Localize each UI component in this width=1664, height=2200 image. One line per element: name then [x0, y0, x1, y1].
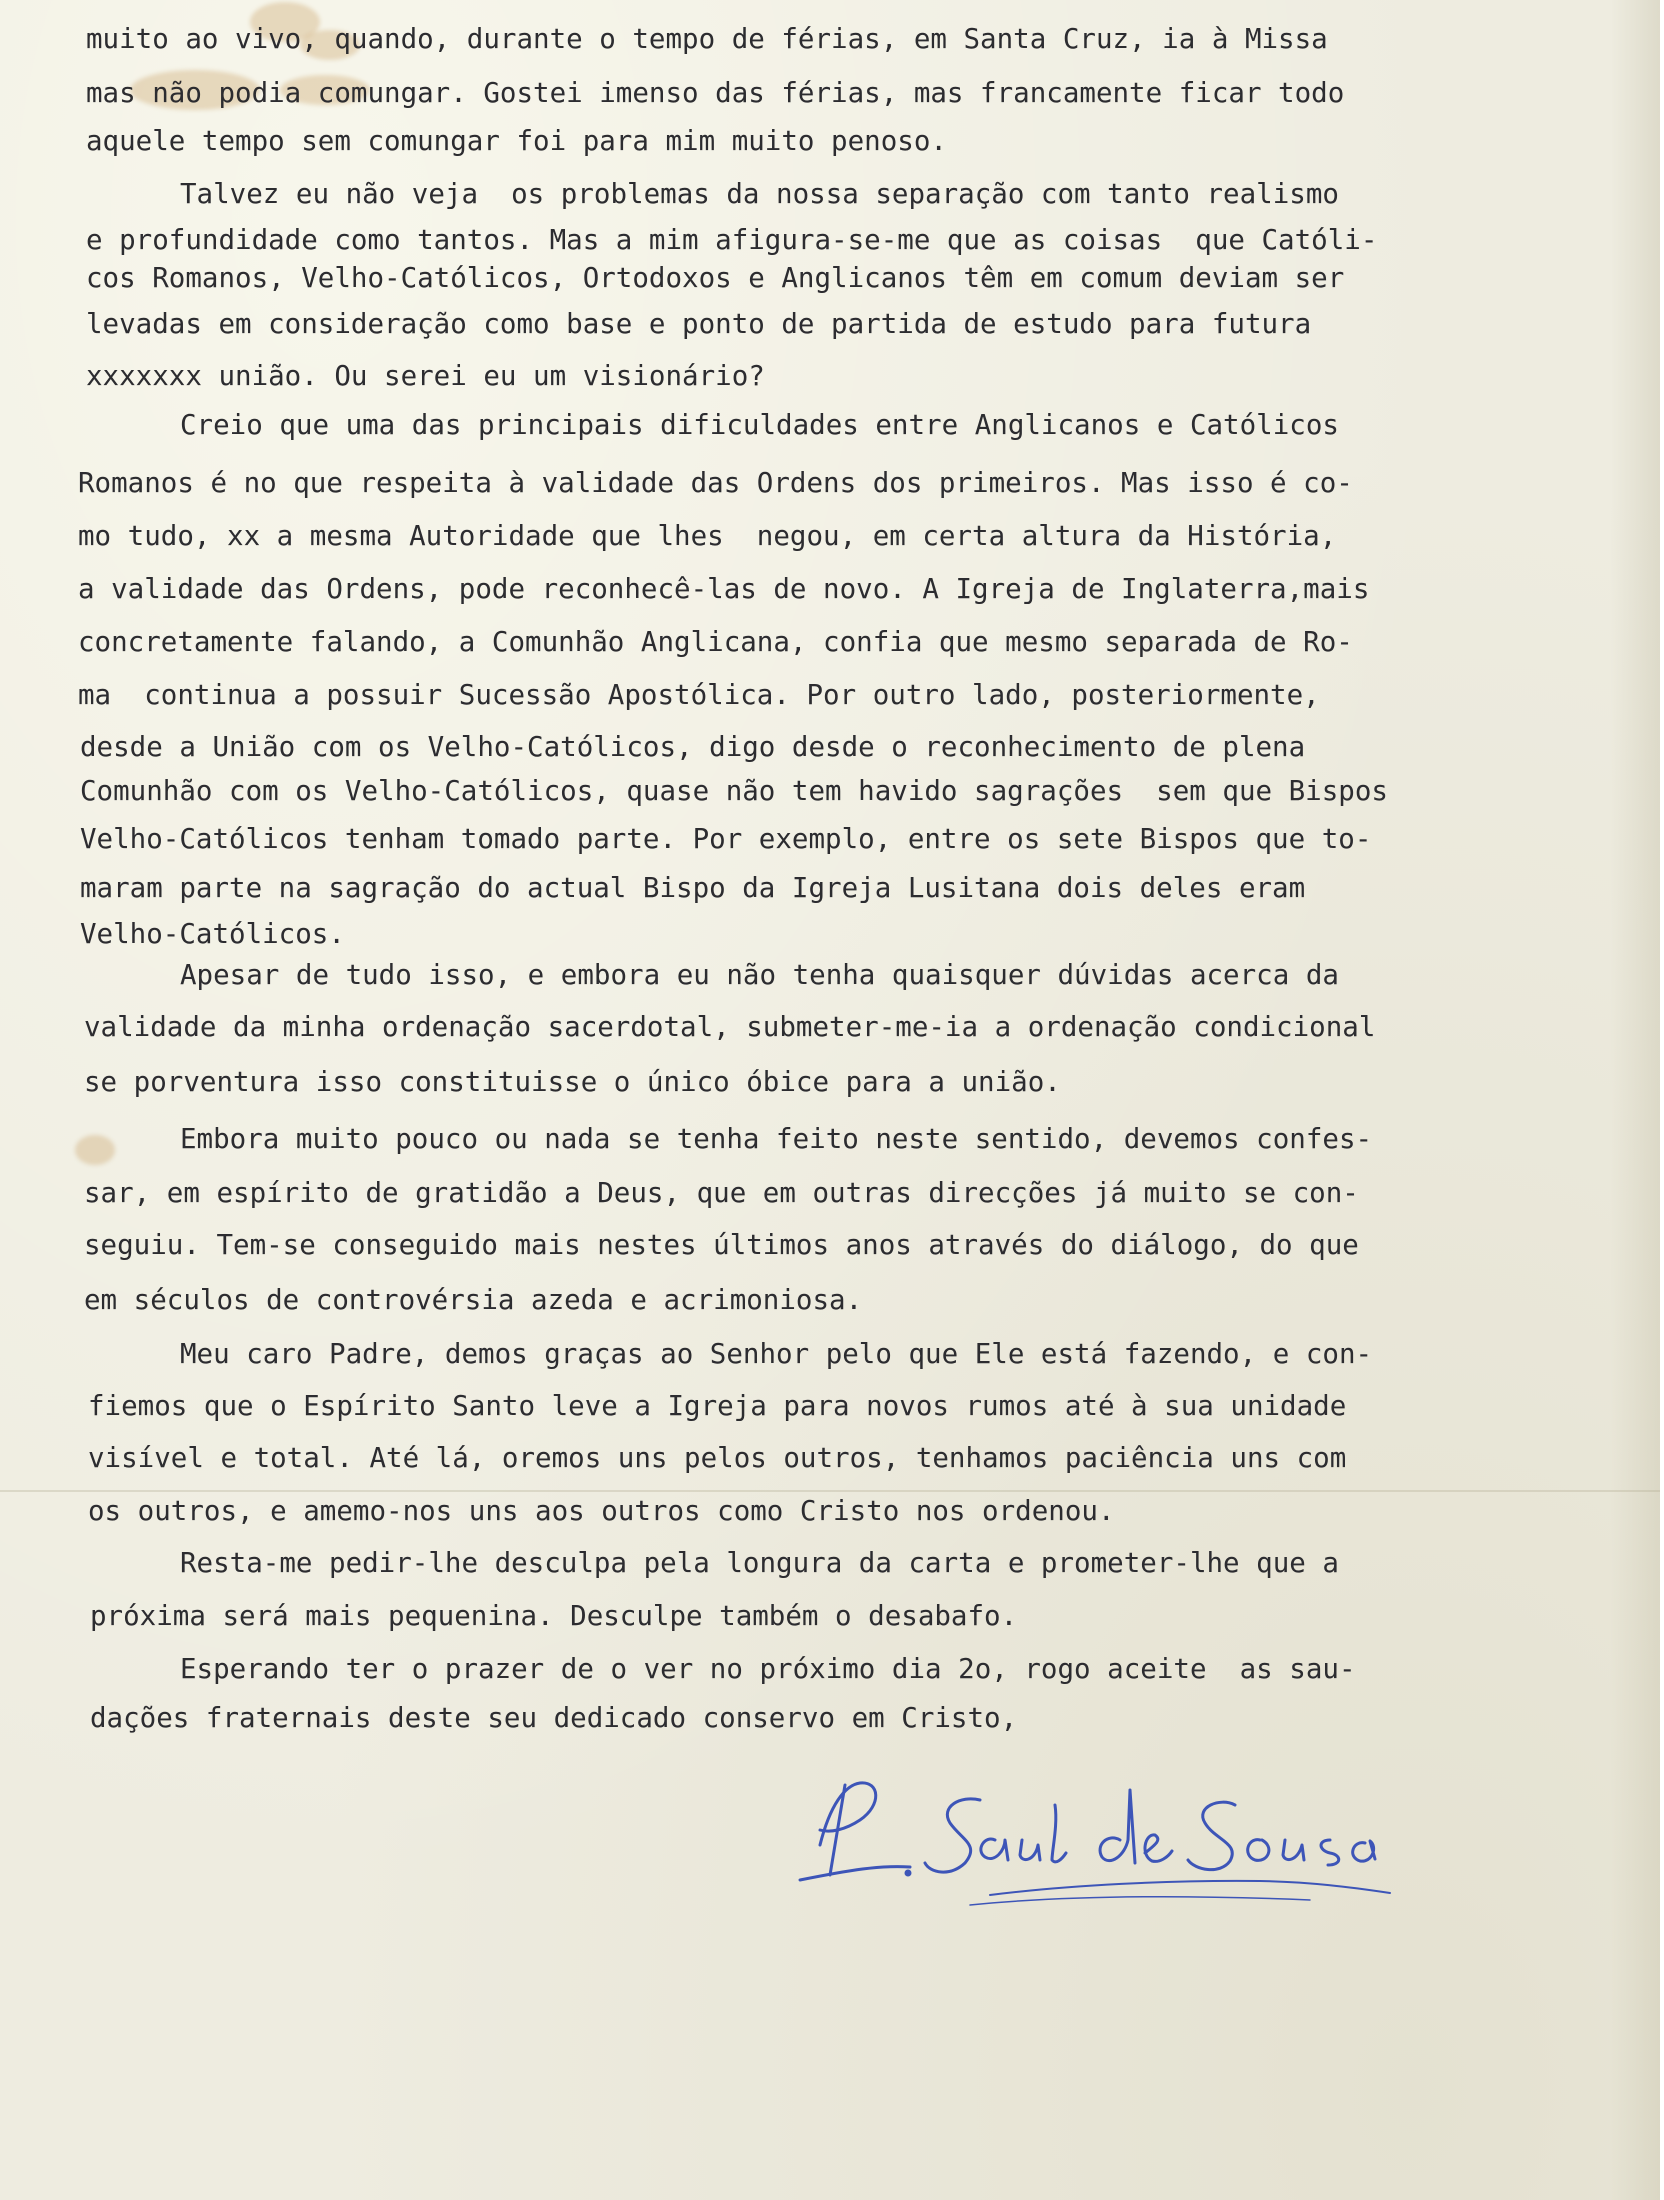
- letter-line: em séculos de controvérsia azeda e acrimoniosa.: [84, 1284, 863, 1316]
- letter-line: Embora muito pouco ou nada se tenha feito neste sentido, devemos confes-: [180, 1123, 1373, 1155]
- letter-line: Apesar de tudo isso, e embora eu não tenha quaisquer dúvidas acerca da: [180, 959, 1339, 991]
- letter-line: Romanos é no que respeita à validade das Ordens dos primeiros. Mas isso é co-: [78, 467, 1353, 499]
- letter-line: cos Romanos, Velho-Católicos, Ortodoxos e Anglicanos têm em comum deviam ser: [86, 262, 1345, 294]
- letter-line: levadas em consideração como base e ponto de partida de estudo para futura: [86, 308, 1312, 340]
- letter-line: validade da minha ordenação sacerdotal, submeter-me-ia a ordenação condicional: [84, 1011, 1376, 1043]
- letter-line: desde a União com os Velho-Católicos, digo desde o reconhecimento de plena: [80, 731, 1306, 763]
- letter-line: seguiu. Tem-se conseguido mais nestes últimos anos através do diálogo, do que: [84, 1229, 1359, 1261]
- letter-line: Velho-Católicos tenham tomado parte. Por exemplo, entre os sete Bispos que to-: [80, 823, 1372, 855]
- letter-line: mas não podia comungar. Gostei imenso das férias, mas francamente ficar todo: [86, 77, 1345, 109]
- letter-line: próxima será mais pequenina. Desculpe também o desabafo.: [90, 1600, 1018, 1632]
- letter-line: concretamente falando, a Comunhão Anglicana, confia que mesmo separada de Ro-: [78, 626, 1353, 658]
- rust-stain: [75, 1135, 115, 1165]
- letter-line: visível e total. Até lá, oremos uns pelos outros, tenhamos paciência uns com: [88, 1442, 1347, 1474]
- letter-line: Comunhão com os Velho-Católicos, quase não tem havido sagrações sem que Bispos: [80, 775, 1388, 807]
- letter-line: ma continua a possuir Sucessão Apostólica. Por outro lado, posteriormente,: [78, 679, 1320, 711]
- letter-line: mo tudo, xx a mesma Autoridade que lhes negou, em certa altura da História,: [78, 520, 1337, 552]
- letter-line: maram parte na sagração do actual Bispo da Igreja Lusitana dois deles eram: [80, 872, 1306, 904]
- letter-line: aquele tempo sem comungar foi para mim muito penoso.: [86, 125, 947, 157]
- letter-line: Esperando ter o prazer de o ver no próximo dia 2o, rogo aceite as sau-: [180, 1653, 1356, 1685]
- letter-line: Resta-me pedir-lhe desculpa pela longura da carta e prometer-lhe que a: [180, 1547, 1339, 1579]
- letter-line: Meu caro Padre, demos graças ao Senhor pelo que Ele está fazendo, e con-: [180, 1338, 1373, 1370]
- letter-line: muito ao vivo, quando, durante o tempo de férias, em Santa Cruz, ia à Missa: [86, 23, 1328, 55]
- handwritten-signature: [790, 1745, 1410, 1915]
- paper-fold: [0, 1490, 1660, 1492]
- letter-line: Creio que uma das principais dificuldades entre Anglicanos e Católicos: [180, 409, 1339, 441]
- letter-line: sar, em espírito de gratidão a Deus, que em outras direcções já muito se con-: [84, 1177, 1359, 1209]
- letter-line: se porventura isso constituisse o único óbice para a união.: [84, 1066, 1061, 1098]
- letter-line: Velho-Católicos.: [80, 918, 345, 950]
- letter-line: os outros, e amemo-nos uns aos outros como Cristo nos ordenou.: [88, 1495, 1115, 1527]
- letter-line: fiemos que o Espírito Santo leve a Igreja para novos rumos até à sua unidade: [88, 1390, 1347, 1422]
- letter-line: dações fraternais deste seu dedicado conservo em Cristo,: [90, 1702, 1018, 1734]
- letter-line: Talvez eu não veja os problemas da nossa separação com tanto realismo: [180, 178, 1339, 210]
- letter-line: xxxxxxx união. Ou serei eu um visionário?: [86, 360, 765, 392]
- letter-line: e profundidade como tantos. Mas a mim afigura-se-me que as coisas que Católi-: [86, 224, 1378, 256]
- letter-line: a validade das Ordens, pode reconhecê-las de novo. A Igreja de Inglaterra,mais: [78, 573, 1370, 605]
